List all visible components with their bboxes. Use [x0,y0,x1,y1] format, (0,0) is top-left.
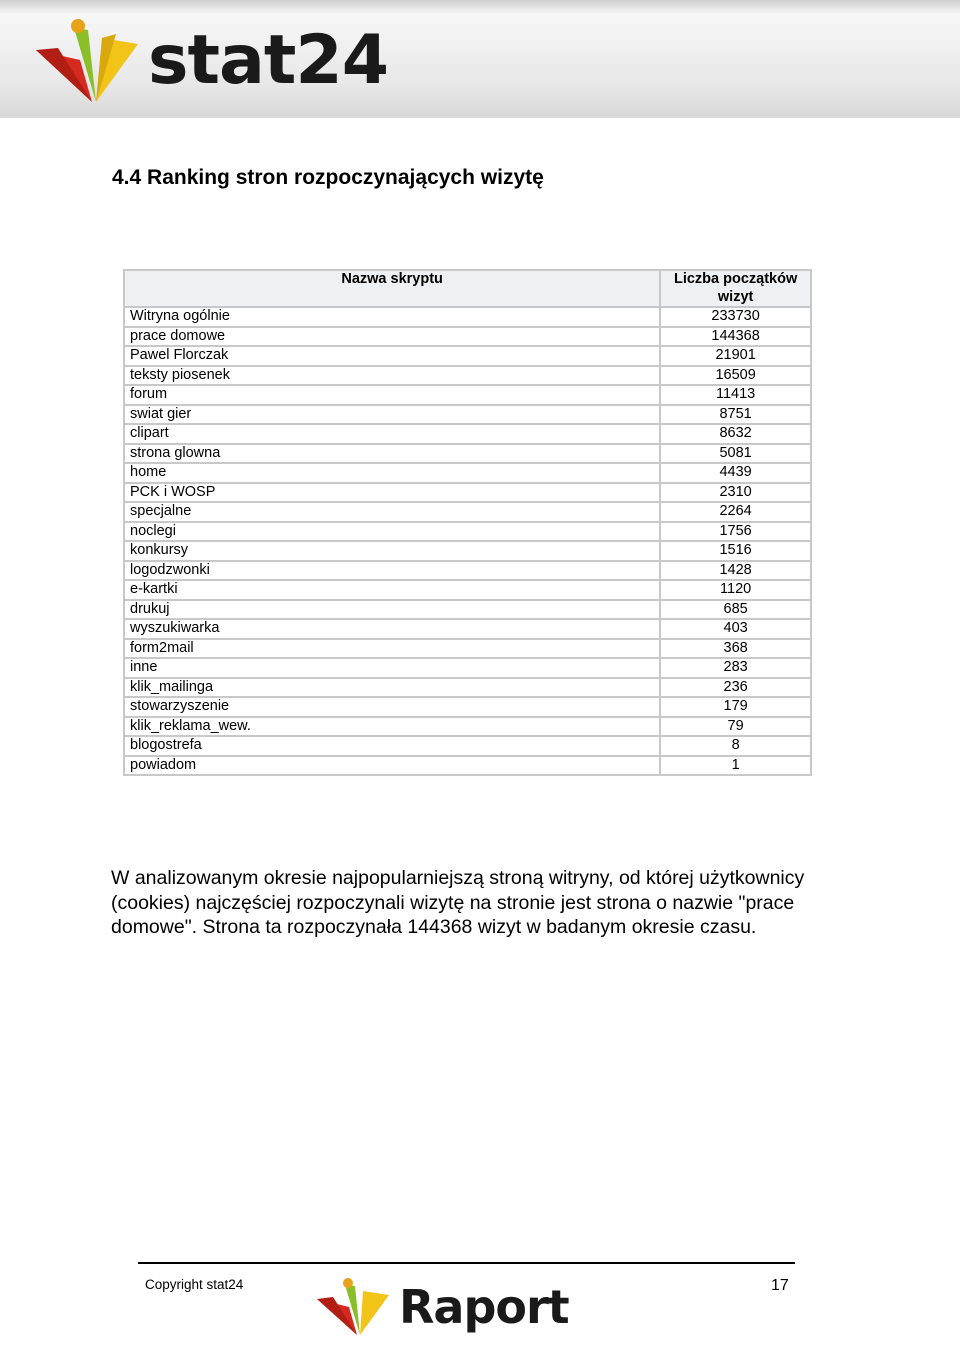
table-row [124,619,811,639]
table-row [124,658,811,678]
cell-script-name: klik_mailinga [124,678,660,698]
cell-script-name: drukuj [124,600,660,620]
cell-visit-starts: 403 [660,619,811,639]
table-row [124,541,811,561]
table-row [124,561,811,581]
table-row [124,366,811,386]
cell-script-name: blogostrefa [124,736,660,756]
table-body [124,307,811,775]
cell-visit-starts: 8632 [660,424,811,444]
table-row [124,522,811,542]
cell-visit-starts: 1 [660,756,811,776]
cell-script-name: e-kartki [124,580,660,600]
cell-script-name: home [124,463,660,483]
cell-visit-starts: 236 [660,678,811,698]
summary-paragraph: W analizowanym okresie najpopularniejszą stroną witryny, od której użytkownicy (cookies) najczęściej rozpoczynali wizytę na stronie jest strona o nazwie "prace domowe". Strona ta rozpoczynała 144368 wizyt w badanym okresie czasu. [111,867,805,938]
table-row [124,483,811,503]
cell-visit-starts: 16509 [660,366,811,386]
header-visit-starts-line2: wizyt [717,288,754,305]
table-row [124,307,811,327]
table-row [124,580,811,600]
cell-script-name: logodzwonki [124,561,660,581]
cell-script-name: forum [124,385,660,405]
cell-visit-starts: 8751 [660,405,811,425]
header-visit-starts [660,270,811,307]
cell-visit-starts: 5081 [660,444,811,464]
footer-divider [138,1262,795,1264]
cell-visit-starts: 8 [660,736,811,756]
page-number: 17 [771,1277,789,1294]
cell-script-name: stowarzyszenie [124,697,660,717]
table-row [124,736,811,756]
table-row [124,600,811,620]
table-row [124,346,811,366]
cell-script-name: swiat gier [124,405,660,425]
header-script-name: Nazwa skryptu [124,270,660,307]
cell-visit-starts: 79 [660,717,811,737]
table-row [124,502,811,522]
table-row [124,444,811,464]
cell-script-name: powiadom [124,756,660,776]
cell-visit-starts: 1120 [660,580,811,600]
raport-logo [315,1277,569,1337]
logo-text: stat24 [148,21,389,100]
cell-script-name: form2mail [124,639,660,659]
section-title: 4.4 Ranking stron rozpoczynających wizytę [112,166,544,189]
table-row [124,639,811,659]
cell-visit-starts: 685 [660,600,811,620]
table-row [124,678,811,698]
table-row [124,327,811,347]
cell-visit-starts: 1756 [660,522,811,542]
cell-script-name: specjalne [124,502,660,522]
stat24-logo-icon [30,18,142,104]
cell-script-name: prace domowe [124,327,660,347]
raport-logo-text: Raport [399,1280,569,1334]
table-row [124,424,811,444]
cell-script-name: konkursy [124,541,660,561]
cell-script-name: strona glowna [124,444,660,464]
cell-visit-starts: 368 [660,639,811,659]
cell-script-name: Pawel Florczak [124,346,660,366]
table-row [124,697,811,717]
header-band [0,0,960,118]
cell-visit-starts: 2310 [660,483,811,503]
cell-script-name: noclegi [124,522,660,542]
cell-script-name: inne [124,658,660,678]
cell-visit-starts: 11413 [660,385,811,405]
table-row [124,717,811,737]
cell-visit-starts: 2264 [660,502,811,522]
stat24-logo [30,18,388,104]
cell-visit-starts: 1516 [660,541,811,561]
ranking-table-wrapper [123,269,812,776]
cell-script-name: klik_reklama_wew. [124,717,660,737]
cell-visit-starts: 21901 [660,346,811,366]
raport-logo-icon [315,1277,391,1337]
cell-script-name: Witryna ogólnie [124,307,660,327]
cell-script-name: wyszukiwarka [124,619,660,639]
footer-copyright: Copyright stat24 [145,1277,244,1292]
table-row [124,756,811,776]
table-row [124,385,811,405]
cell-visit-starts: 179 [660,697,811,717]
cell-visit-starts: 4439 [660,463,811,483]
cell-visit-starts: 1428 [660,561,811,581]
table-header-row [124,270,811,307]
table-row [124,463,811,483]
table-row [124,405,811,425]
header-visit-starts-line1: Liczba początków [673,271,798,287]
cell-script-name: teksty piosenek [124,366,660,386]
ranking-table [123,269,812,776]
cell-visit-starts: 233730 [660,307,811,327]
cell-visit-starts: 283 [660,658,811,678]
cell-script-name: PCK i WOSP [124,483,660,503]
cell-script-name: clipart [124,424,660,444]
cell-visit-starts: 144368 [660,327,811,347]
